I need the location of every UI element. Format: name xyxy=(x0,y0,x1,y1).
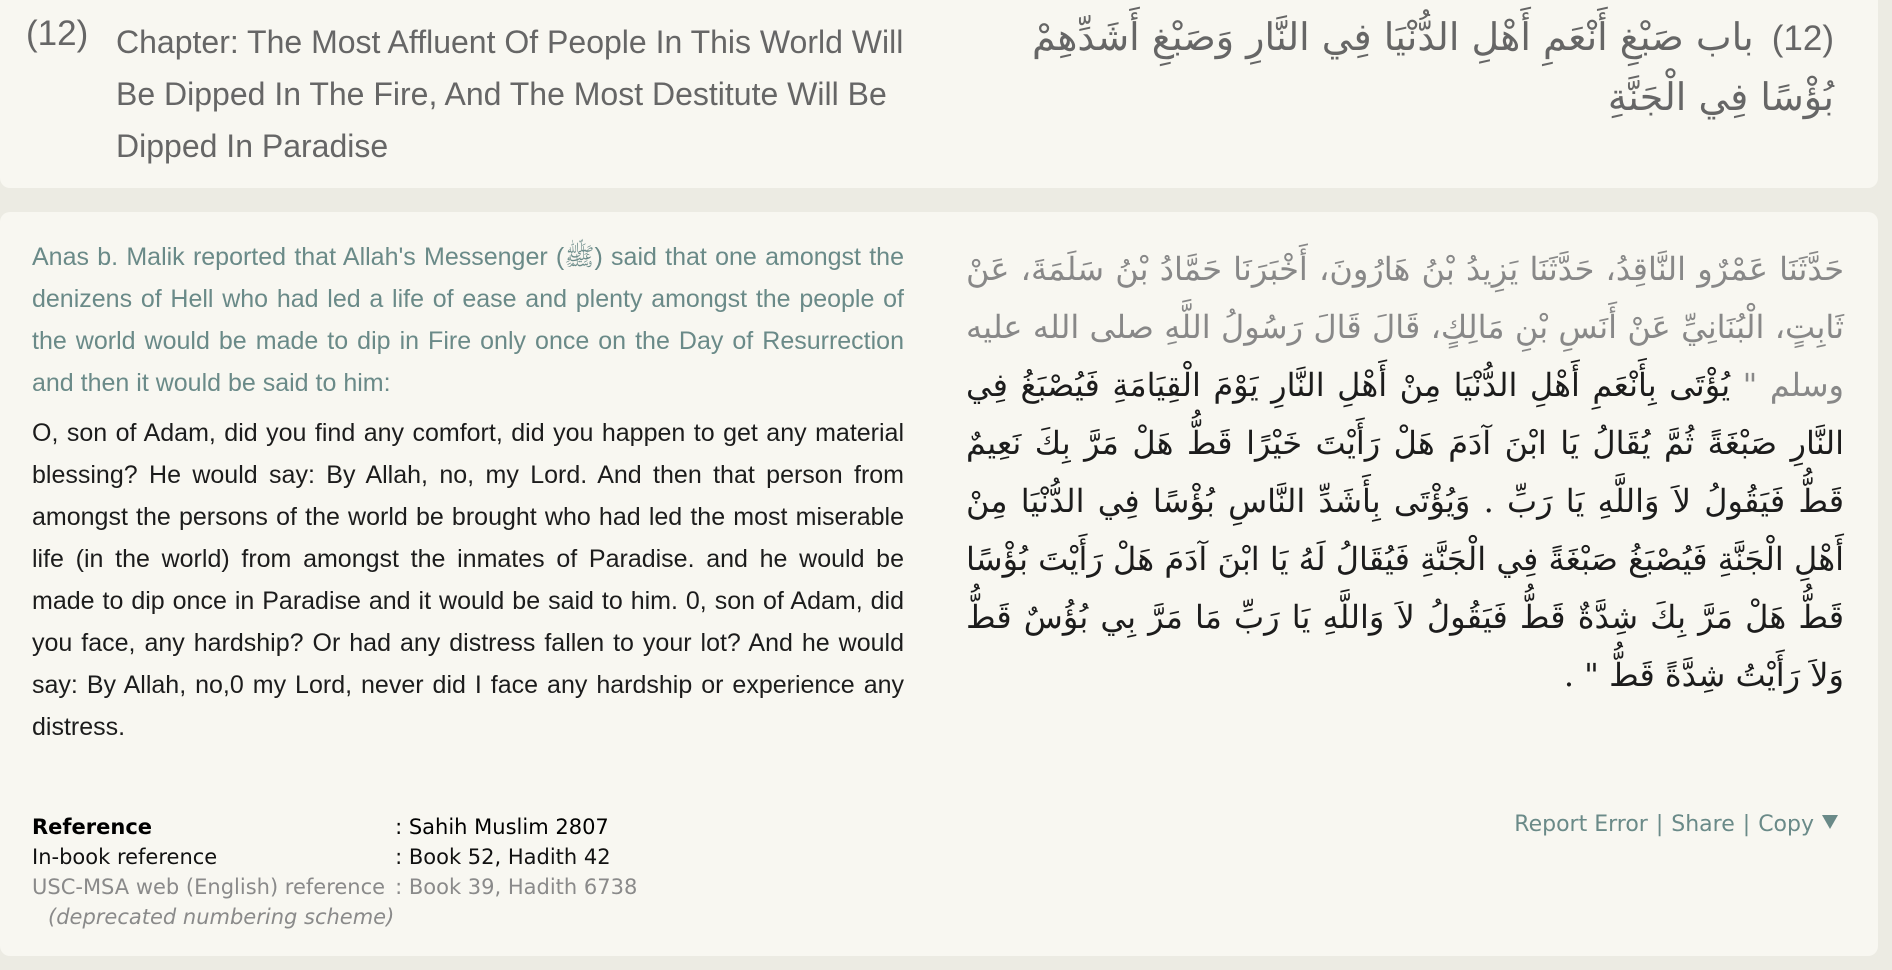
reference-value: : Sahih Muslim 2807 xyxy=(395,815,609,839)
inbook-reference-row xyxy=(32,842,637,872)
share-link[interactable]: Share xyxy=(1671,812,1735,837)
report-error-link[interactable]: Report Error xyxy=(1514,812,1648,837)
chapter-header xyxy=(0,0,1878,188)
reference-table xyxy=(32,812,637,932)
chapter-title-arabic: باب صَبْغِ أَنْعَمِ أَهْلِ الدُّنْيَا فِي النَّارِ وَصَبْغِ أَشَدِّهِمْ بُؤْسًا فِي الْجَنَّةِ xyxy=(1032,15,1834,119)
usc-reference-label: USC-MSA web (English) reference xyxy=(32,875,386,899)
chapter-number-arabic: (12) xyxy=(1771,19,1834,58)
copy-link[interactable] xyxy=(1758,812,1838,837)
hadith-text-arabic-block xyxy=(966,240,1844,704)
inbook-reference-label: In-book reference xyxy=(32,845,218,869)
copy-label: Copy xyxy=(1758,812,1814,837)
action-separator: | xyxy=(1655,812,1664,837)
caret-down-icon xyxy=(1822,815,1838,829)
hadith-actions xyxy=(1514,812,1838,837)
usc-reference-value: : Book 39, Hadith 6738 xyxy=(395,875,638,899)
chapter-title-english: Chapter: The Most Affluent Of People In This World Will Be Dipped In The Fire, And The Most Destitute Will Be Dipped In Paradise xyxy=(116,24,904,164)
reference-label: Reference xyxy=(32,815,153,839)
hadith-narration-arabic: حَدَّثَنَا عَمْرٌو النَّاقِدُ، حَدَّثَنَا يَزِيدُ بْنُ هَارُونَ، أَخْبَرَنَا حَمَّادُ بْنُ سَلَمَةَ، عَنْ ثَابِتٍ، الْبُنَانِيِّ عَنْ أَنَسِ بْنِ مَالِكٍ، قَالَ قَالَ رَسُولُ اللَّهِ صلى الله عليه وسلم " xyxy=(966,250,1845,404)
hadith-narrator-english: Anas b. Malik reported that Allah's Messenger (ﷺ) said that one amongst the denizens of Hell who had led a life of ease and plenty amongst the people of the world would be made to dip in Fire only once on the Day of Resurrection and then it would be said to him: xyxy=(32,243,904,397)
deprecated-note: (deprecated numbering scheme) xyxy=(48,905,395,929)
hadith-container xyxy=(0,212,1878,956)
action-separator: | xyxy=(1742,812,1751,837)
inbook-reference-value: : Book 52, Hadith 42 xyxy=(395,845,611,869)
reference-row xyxy=(32,812,637,842)
usc-reference-row xyxy=(32,872,637,902)
hadith-text-english: O, son of Adam, did you find any comfort, did you happen to get any material blessing? He would say: By Allah, no, my Lord. And then that person from amongst the persons of the world be brought who had led the most miserable life (in the world) from amongst the inmates of Paradise. and he would be made to dip once in Paradise and it would be said to him. 0, son of Adam, did you face, any hardship? Or had any distress fallen to your lot? And he would say: By Allah, no,0 my Lord, never did I face any hardship or experience any distress. xyxy=(32,419,904,741)
hadith-text-arabic: يُؤْتَى بِأَنْعَمِ أَهْلِ الدُّنْيَا مِنْ أَهْلِ النَّارِ يَوْمَ الْقِيَامَةِ فَيُصْبَغُ فِي النَّارِ صَبْغَةً ثُمَّ يُقَالُ يَا ابْنَ آدَمَ هَلْ رَأَيْتَ خَيْرًا قَطُّ هَلْ مَرَّ بِكَ نَعِيمٌ قَطُّ فَيَقُولُ لاَ وَاللَّهِ يَا رَبِّ ‏.‏ وَيُؤْتَى بِأَشَدِّ النَّاسِ بُؤْسًا فِي الدُّنْيَا مِنْ أَهْلِ الْجَنَّةِ فَيُصْبَغُ صَبْغَةً فِي الْجَنَّةِ فَيُقَالُ لَهُ يَا ابْنَ آدَمَ هَلْ رَأَيْتَ بُؤْسًا قَطُّ هَلْ مَرَّ بِكَ شِدَّةٌ قَطُّ فَيَقُولُ لاَ وَاللَّهِ يَا رَبِّ مَا مَرَّ بِي بُؤُسٌ قَطُّ وَلاَ رَأَيْتُ شِدَّةً قَطُّ " ‏.‏ xyxy=(966,366,1845,694)
chapter-number-english: (12) xyxy=(26,14,89,53)
deprecated-note-row xyxy=(32,902,637,932)
chapter-title-arabic-block xyxy=(954,8,1834,126)
